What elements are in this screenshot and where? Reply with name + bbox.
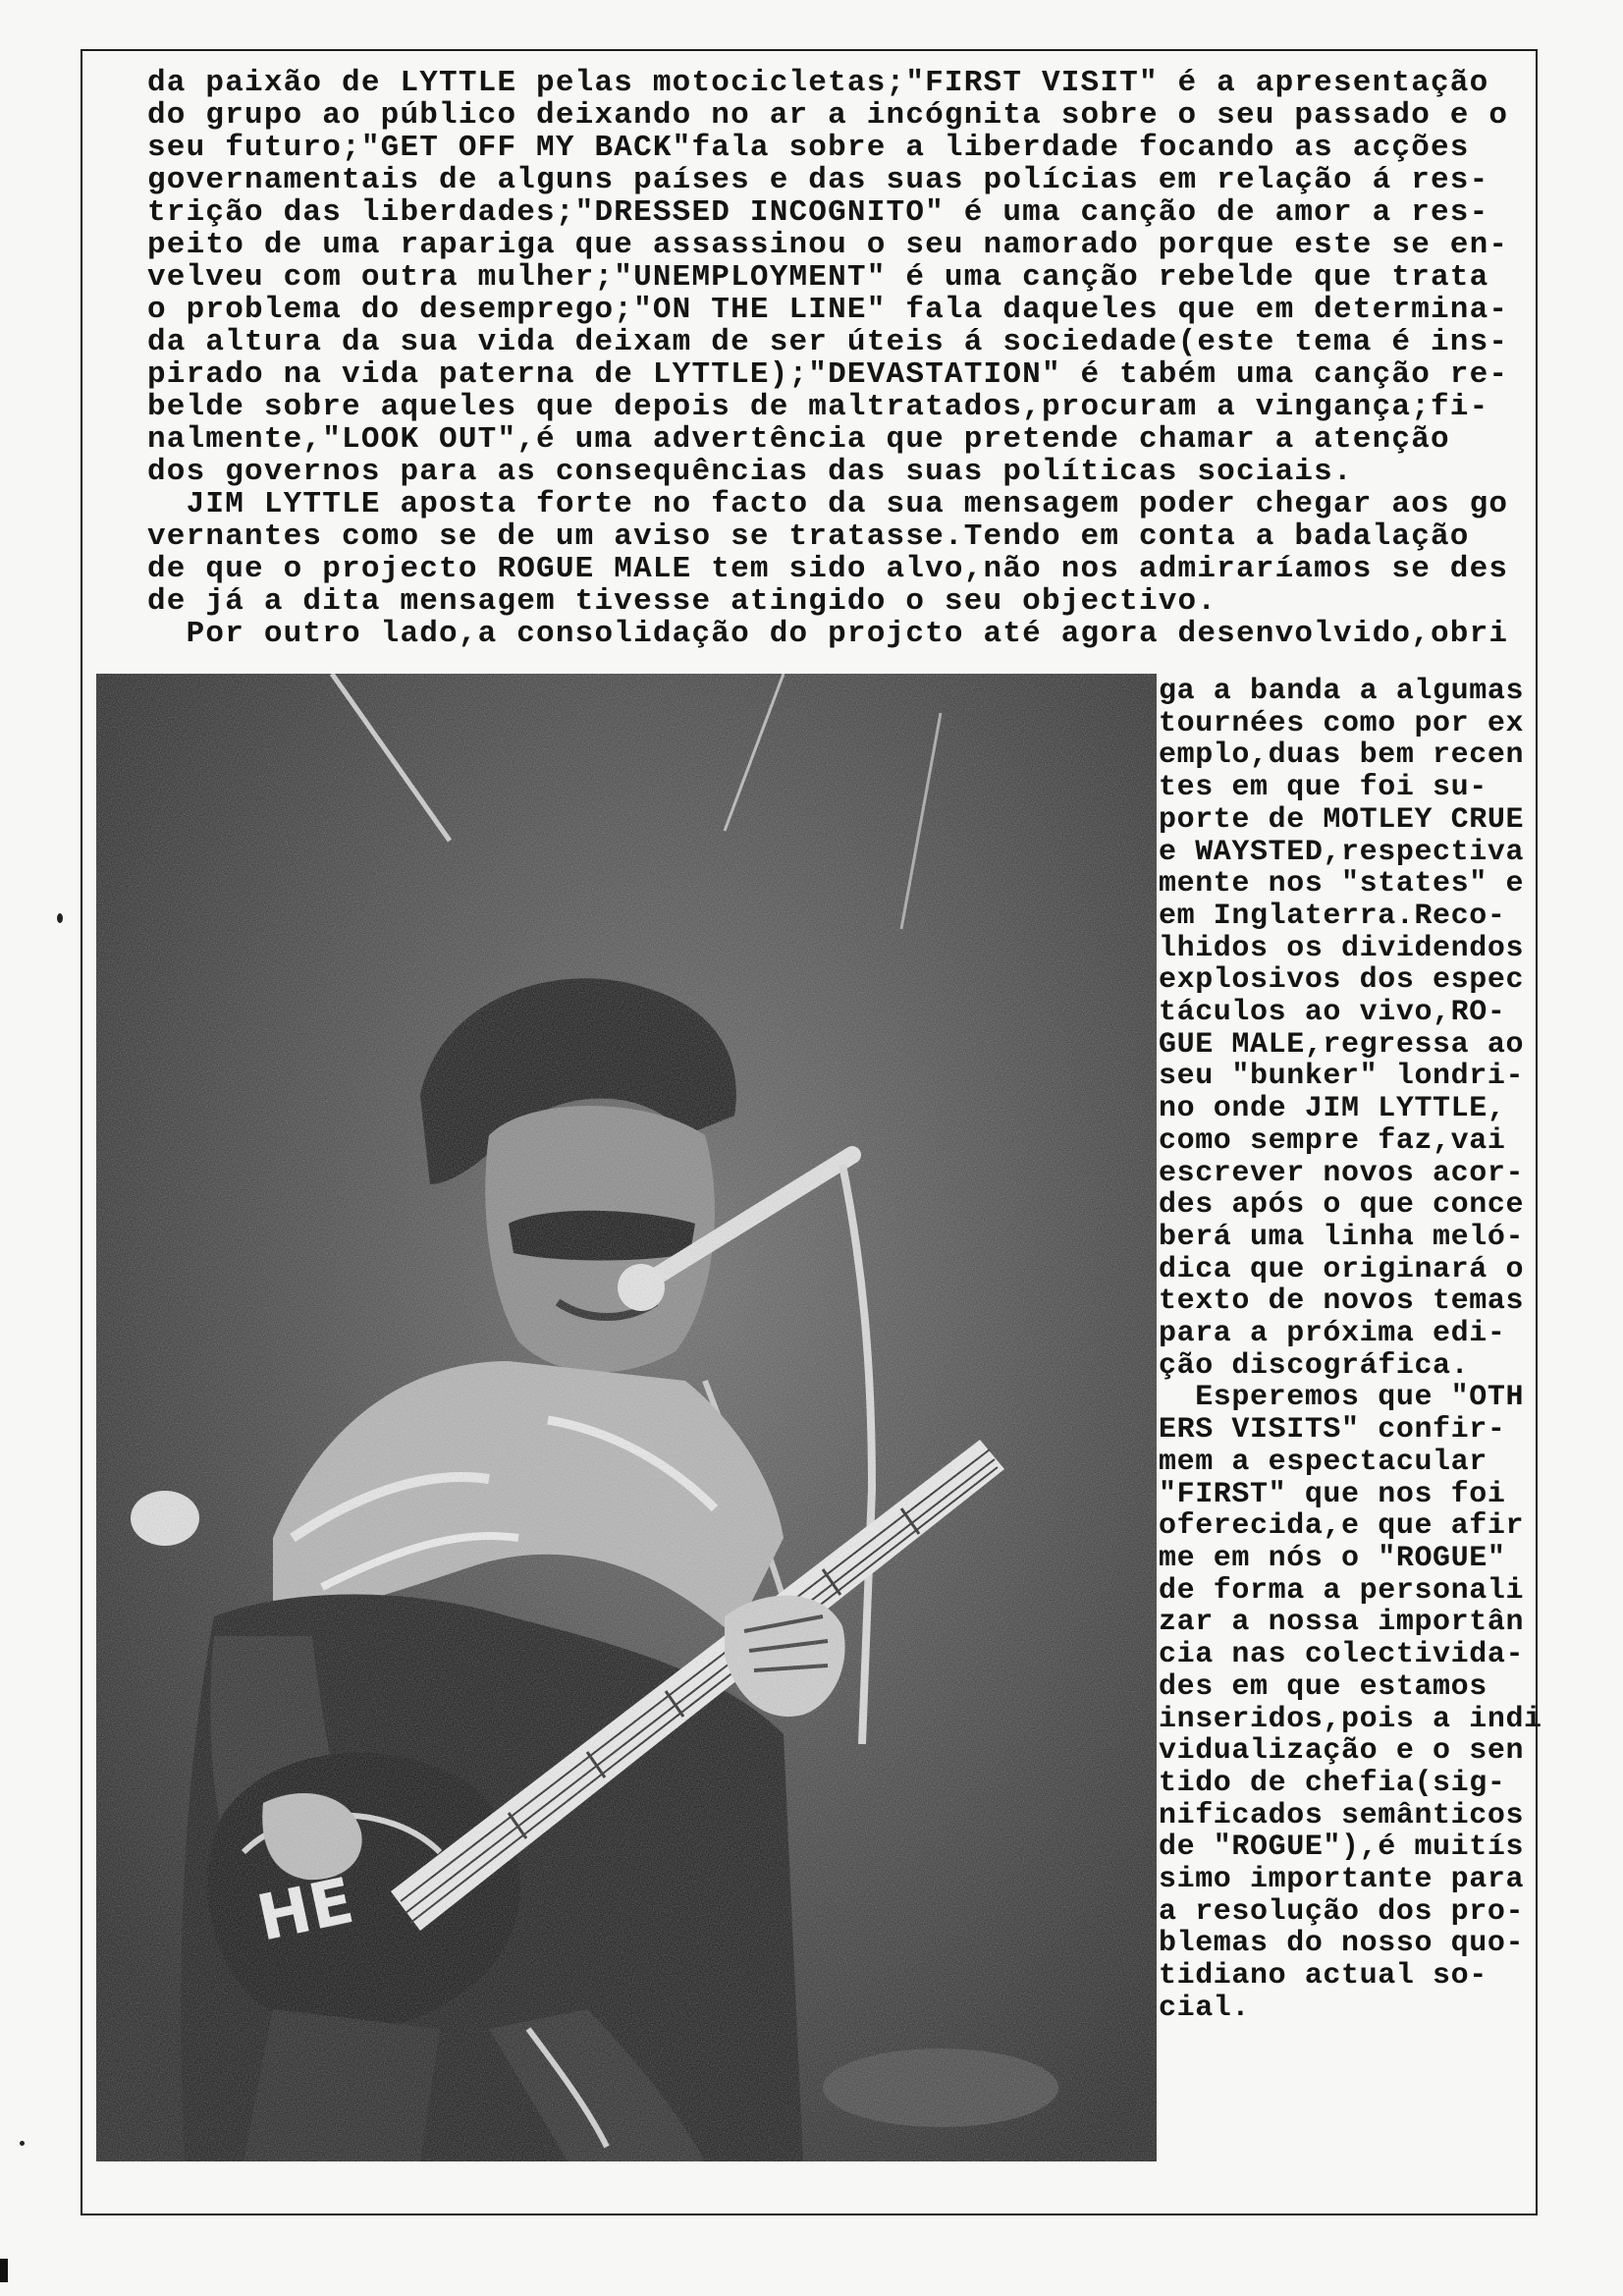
side-text-line: escrever novos acor- [1159,1156,1525,1190]
top-text-line: dos governos para as consequências das suas políticas sociais. [147,455,1353,489]
scan-speck [20,2141,25,2146]
top-text-line: Por outro lado,a consolidação do projcto até agora desenvolvido,obri [147,617,1509,651]
side-text-line: como sempre faz,vai [1159,1123,1506,1158]
top-text-line: belde sobre aqueles que depois de maltratados,procuram a vingança;fi- [147,390,1489,424]
side-text-line: nificados semânticos [1159,1798,1525,1832]
side-text-line: seu "bunker" londri- [1159,1060,1525,1094]
article-text-top [147,67,1532,650]
side-text-line: tidiano actual so- [1159,1959,1488,1994]
side-text-line: vidualização e o sen [1159,1734,1525,1769]
top-text-line: o problema do desemprego;"ON THE LINE" fala daqueles que em determina- [147,293,1509,327]
side-text-line: des após o que conce [1159,1188,1525,1223]
concert-photo [96,674,1157,2161]
side-text-line: explosivos dos espec [1159,963,1525,998]
top-text-line: peito de uma rapariga que assassinou o seu namorado porque este se en- [147,228,1509,262]
side-text-line: táculos ao vivo,RO- [1159,996,1506,1030]
top-text-line: de já a dita mensagem tivesse atingido o seu objectivo. [147,584,1217,619]
side-text-line: cial. [1159,1991,1251,2025]
top-text-line: JIM LYTTLE aposta forte no facto da sua mensagem poder chegar aos go [147,487,1509,521]
side-text-line: de "ROGUE"),é muitís [1159,1831,1525,1865]
side-text-line: zar a nossa importân [1159,1606,1525,1640]
side-text-line: emplo,duas bem recen [1159,738,1525,773]
side-text-line: blemas do nosso quo- [1159,1927,1525,1961]
top-text-line: vernantes como se de um aviso se tratasse.Tendo em conta a badalação [147,519,1470,554]
side-text-line: tournées como por ex [1159,706,1525,740]
side-text-line: ga a banda a algumas [1159,675,1525,708]
side-text-line: Esperemos que "OTH [1159,1381,1525,1415]
top-text-line: nalmente,"LOOK OUT",é uma advertência que pretende chamar a atenção [147,422,1450,457]
side-text-line: simo importante para [1159,1863,1525,1897]
top-text-line: da paixão de LYTTLE pelas motocicletas;"FIRST VISIT" é a apresentação [147,66,1489,100]
side-text-line: e WAYSTED,respectiva [1159,835,1525,869]
side-text-line: mente nos "states" e [1159,867,1525,902]
top-text-line: de que o projecto ROGUE MALE tem sido alvo,não nos admiraríamos se des [147,552,1509,586]
top-text-line: velveu com outra mulher;"UNEMPLOYMENT" é uma canção rebelde que trata [147,260,1489,295]
article-text-side [1159,675,1542,2025]
side-text-line: lhidos os dividendos [1159,931,1525,965]
side-text-line: tes em que foi su- [1159,771,1488,805]
side-text-line: texto de novos temas [1159,1285,1525,1319]
side-text-line: mem a espectacular [1159,1445,1488,1479]
side-text-line: cia nas colectivida- [1159,1638,1525,1672]
side-text-line: oferecida,e que afir [1159,1509,1525,1544]
top-text-line: pirado na vida paterna de LYTTLE);"DEVASTATION" é tabém uma canção re- [147,357,1509,392]
side-text-line: de forma a personali [1159,1573,1525,1608]
side-text-line: a resolução dos pro- [1159,1894,1525,1929]
side-text-line: no onde JIM LYTTLE, [1159,1092,1506,1126]
top-text-line: governamentais de alguns países e das suas polícias em relação á res- [147,163,1489,197]
top-text-line: da altura da sua vida deixam de ser úteis á sociedade(este tema é ins- [147,325,1509,359]
side-text-line: porte de MOTLEY CRUE [1159,802,1525,837]
side-text-line: dica que originará o [1159,1252,1525,1286]
side-text-line: GUE MALE,regressa ao [1159,1027,1525,1062]
side-text-line: des em que estamos [1159,1669,1488,1704]
side-text-line: ção discográfica. [1159,1348,1470,1383]
side-text-line: "FIRST" que nos foi [1159,1477,1506,1511]
side-text-line: berá uma linha meló- [1159,1220,1525,1254]
page-edge-mark [0,2259,8,2282]
photo-illustration [96,674,1157,2161]
top-text-line: trição das liberdades;"DRESSED INCOGNITO" é uma canção de amor a res- [147,195,1489,230]
side-text-line: tido de chefia(sig- [1159,1766,1506,1800]
top-text-line: seu futuro;"GET OFF MY BACK"fala sobre a liberdade focando as acções [147,131,1470,165]
side-text-line: me em nós o "ROGUE" [1159,1541,1506,1575]
side-text-line: ERS VISITS" confir- [1159,1413,1506,1448]
scan-speck [57,913,63,923]
side-text-line: em Inglaterra.Reco- [1159,899,1506,933]
side-text-line: inseridos,pois a indi [1159,1702,1542,1736]
side-text-line: para a próxima edi- [1159,1317,1506,1351]
top-text-line: do grupo ao público deixando no ar a incógnita sobre o seu passado e o [147,98,1509,133]
